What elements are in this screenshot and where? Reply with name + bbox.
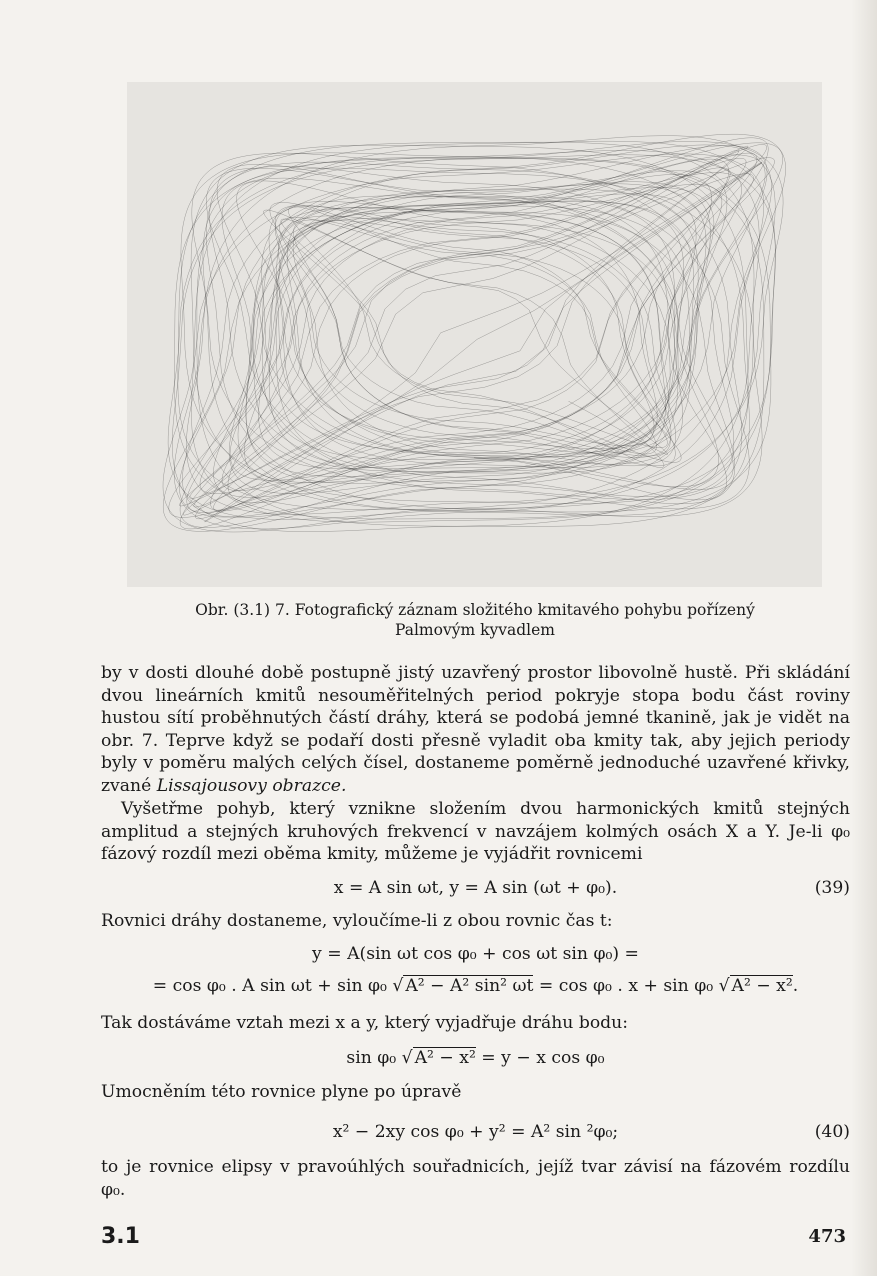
equation-39: x = A sin ωt, y = A sin (ωt + φ₀). (333, 878, 618, 898)
paragraph-3: Rovnici dráhy dostaneme, vyloučíme-li z obou rovnic čas t: (101, 911, 613, 931)
paragraph-4: Tak dostáváme vztah mezi x a y, který vyjadřuje dráhu bodu: (101, 1013, 629, 1033)
oscillation-trace (163, 134, 786, 532)
equation-b-root-1: A² − A² sin² ωt (405, 976, 534, 996)
paragraph-1-italic: Lissajousovy obrazce. (156, 775, 347, 796)
equation-c-end: = y − x cos φ₀ (475, 1048, 605, 1068)
equation-c-start: sin φ₀ (346, 1048, 402, 1068)
equation-a: y = A(sin ωt cos φ₀ + cos ωt sin φ₀) = (312, 944, 639, 964)
figure-photograph (127, 82, 822, 587)
lissajous-pattern (127, 82, 822, 587)
equation-40-number: (40) (814, 1122, 850, 1142)
paragraph-6: to je rovnice elipsy v pravoúhlých souřadnicích, jejíž tvar závisí na fázovém rozdílu φ₀. (101, 1157, 850, 1200)
equation-b-root-2: A² − x² (731, 976, 793, 996)
equation-b: = cos φ₀ . A sin ωt + sin φ₀ √ A² − A² sin² ωt = cos φ₀ . x + sin φ₀ √ A² − x². (152, 976, 799, 996)
figure-caption-line-1: Obr. (3.1) 7. Fotografický záznam složitého kmitavého pohybu pořízený (195, 601, 755, 619)
equation-c: sin φ₀ √ A² − x² = y − x cos φ₀ (346, 1048, 605, 1068)
equation-b-end: . (792, 976, 799, 996)
equation-b-mid: = cos φ₀ . x + sin φ₀ (533, 976, 719, 996)
equation-b-start: = cos φ₀ . A sin ωt + sin φ₀ (152, 976, 393, 996)
section-number: 3.1 (101, 1224, 140, 1249)
paragraph-2: Vyšetřme pohyb, který vznikne složením dvou harmonických kmitů stejných amplitud a stejných kruhových frekvencí v navzájem kolmých osách X a Y. Je-li φ₀ fázový rozdíl mezi oběma kmity, můžeme je vyjádřit rovnicemi (101, 799, 850, 865)
equation-c-root: A² − x² (414, 1048, 476, 1068)
figure-caption-line-2: Palmovým kyvadlem (395, 621, 555, 639)
page-edge-shadow (851, 0, 877, 1276)
equation-40: x² − 2xy cos φ₀ + y² = A² sin ²φ₀; (332, 1122, 619, 1142)
page-number: 473 (808, 1226, 846, 1247)
paragraph-1-text: by v dosti dlouhé době postupně jistý uzavřený prostor libovolně hustě. Při skládání dvou lineárních kmitů nesouměřitelných period pokryje stopa bodu část roviny hustou sítí proběhnutých částí dráhy, která se podobá jemné tkanině, jak je vidět na obr. 7. Teprve když se podaří dosti přesně vyladit oba kmity tak, aby jejich periody byly v poměru malých celých čísel, dostaneme poměrně jednoduché uzavřené křivky, zvané (101, 663, 850, 796)
equation-39-number: (39) (814, 878, 850, 898)
paragraph-5: Umocněním této rovnice plyne po úpravě (101, 1082, 462, 1102)
paragraph-1 (101, 662, 850, 798)
